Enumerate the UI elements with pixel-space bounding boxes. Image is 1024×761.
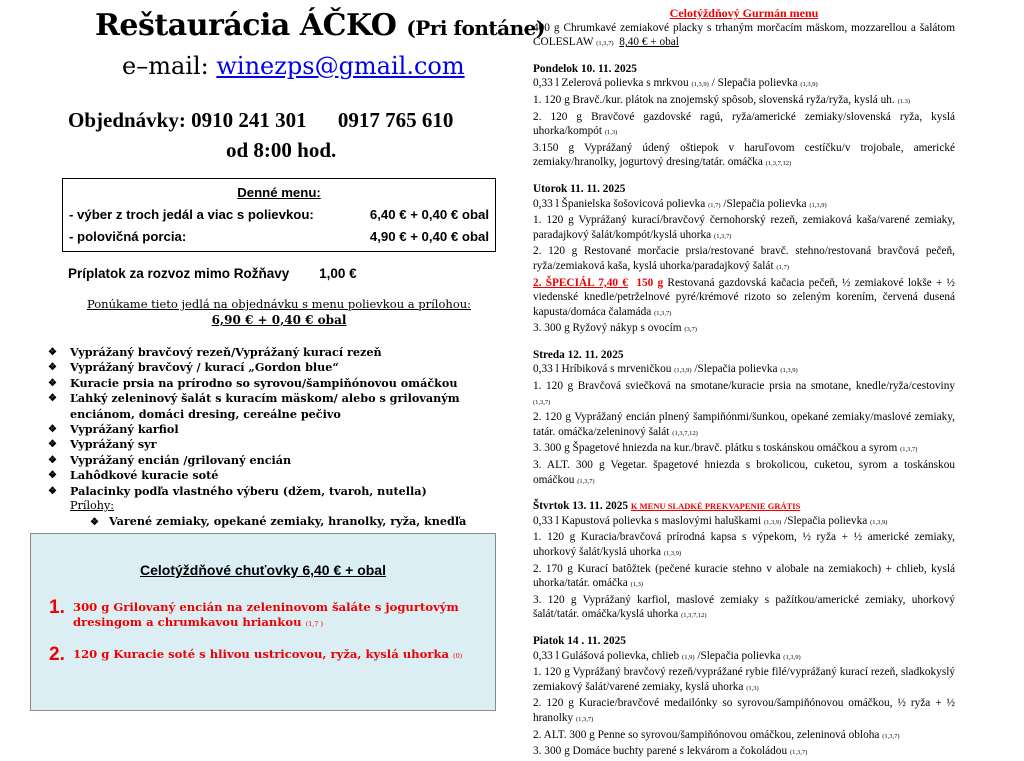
meal-item: 1. 120 g Vyprážaný kurací/bravčový černohorský rezeň, zemiaková kaša/varené zemiaky, paradajkový šalát/kompót/kyslá uhorka (1,3,7): [533, 214, 955, 241]
meal-item: 2. 170 g Kurací batôžtek (pečené kuracie stehno v alobale na zemiakoch) + chlieb, kyslá uhorka/tatár. omáčka (1,3): [533, 562, 955, 590]
list-item: ❖ Vyprážaný karfiol: [48, 422, 179, 437]
soup-monday: 0,33 l Zelerová polievka s mrkvou (1,3,9) / Slepačia polievka (1,3,9): [533, 77, 818, 90]
daily-menu-row: [69, 229, 489, 244]
meal-item: 2. ALT. 300 g Penne so syrovou/šampiňónovou omáčkou, zeleninová obloha (1,3,7): [533, 728, 900, 741]
email-line: [122, 52, 465, 80]
daily-menu-row: [69, 207, 489, 222]
meal-item: 3. ALT. 300 g Vegetar. špagetové hniezda s brokolicou, cuketou, syrom a toskánskou omáčkou (1,3,7): [533, 459, 955, 486]
order-offer: [62, 297, 496, 327]
email-link[interactable]: winezps@gmail.com: [216, 52, 465, 80]
orders-label: Objednávky:: [68, 108, 186, 132]
soup-thursday: 0,33 l Kapustová polievka s maslovými haluškami (1,3,9) /Slepačia polievka (1,3,9): [533, 514, 888, 527]
soup-friday: 0,33 l Gulášová polievka, chlieb (1,9) /Slepačia polievka (1,3,9): [533, 649, 801, 662]
diamond-bullet-icon: ❖: [48, 377, 57, 389]
gourmet-heading: Celotýždňový Gurmán menu: [669, 6, 819, 20]
diamond-bullet-icon: ❖: [48, 393, 57, 405]
list-item: ❖ Vyprážaný bravčový rezeň/Vyprážaný kurací rezeň: [48, 345, 382, 359]
day-title-tuesday: Utorok 11. 11. 2025: [533, 182, 626, 195]
list-item: ❖ Ľahký zeleninový šalát s kuracím mäskom/ alebo s grilovaným enciánom, domáci dresing, cereálne pečivo: [48, 391, 460, 421]
weekly-snacks-box: [30, 533, 496, 711]
soup-tuesday: 0,33 l Španielska šošovicová polievka (1,7) /Slepačia polievka (1,3,9): [533, 197, 827, 210]
daily-menu-row-price: 6,40 € + 0,40 € obal: [369, 207, 489, 222]
diamond-bullet-icon: ❖: [48, 439, 57, 451]
day-title-wednesday: Streda 12. 11. 2025: [533, 348, 624, 361]
snack-item: [49, 644, 479, 665]
meal-item: 2. 120 g Vyprážaný encián plnený šampiňónmi/šunkou, opekané zemiaky/maslové zemiaky, tatár. omáčka/zeleninový šalát (1,3,7,12): [533, 411, 955, 438]
sides-list: [90, 514, 466, 528]
diamond-bullet-icon: ❖: [48, 454, 57, 466]
meal-item: 3. 120 g Vyprážaný karfiol, maslové zemiaky s pažítkou/americké zemiaky, uhorkový šalát/tatár. omáčka/kyslá uhorka (1,3,7,12): [533, 593, 955, 621]
diamond-bullet-icon: ❖: [48, 347, 57, 358]
meal-item: 3. 300 g Špagetové hniezda na kur./bravč. plátku s toskánskou omáčkou a syrom (1,3,7): [533, 442, 918, 455]
special-meal: 2. ŠPECIÁL 7,40 € 150 g Restovaná gazdovská kačacia pečeň, ½ zemiakové lokše + ½ viedenské knedle/petrželnové pyré/krémové rizoto so zeleným korením, červená dusená kapusta/domáca čalamáda (1,3,7): [533, 276, 956, 318]
list-item: ❖ Lahôdkové kuracie soté: [48, 468, 219, 483]
daily-menu-row-label: - výber z troch jedál a viac s polievkou:: [69, 207, 314, 222]
special-weight: 150 g: [636, 276, 664, 289]
sides-label: Prílohy:: [70, 499, 115, 512]
meal-item: 2. 120 g Bravčové gazdovské ragú, ryža/americké zemiaky/slovenská ryža, kyslá uhorka/kompót (1,3): [533, 110, 955, 138]
email-label: e–mail:: [122, 52, 209, 80]
snack-text: 300 g Grilovaný encián na zeleninovom šaláte s jogurtovým dresingom a chrumkavou hriankou: [73, 600, 459, 629]
diamond-bullet-icon: ❖: [48, 424, 57, 436]
meal-item: 2. 120 g Kuracie/bravčové medailónky so syrovou/šampiňónovou omáčkou, ½ ryža + ½ hranolky (1,3,7): [533, 697, 955, 724]
snack-text: 120 g Kuracie soté s hlivou ustricovou, ryža, kyslá uhorka: [73, 647, 449, 661]
meal-item: 1. 120 g Kuracia/bravčová prírodná kapsa s výpekom, ½ ryža + ½ americké zemiaky, uhorkový šalát/kyslá uhorka (1,3,9): [533, 531, 955, 558]
daily-menu-row-price: 4,90 € + 0,40 € obal: [369, 229, 489, 244]
meal-item: 2. 120 g Restované morčacie prsia/restované bravč. stehno/restovaná bravčová pečeň, ryža/zemiaková kaša, kyslá uhorka/paradajkový šalát (1,7): [533, 245, 955, 272]
snack-item: [49, 597, 479, 632]
day-title-friday: Piatok 14 . 11. 2025: [533, 634, 626, 647]
list-item: ❖ Kuracie prsia na prírodno so syrovou/šampiňónovou omáčkou: [48, 375, 458, 390]
list-item: ❖ Vyprážaný encián /grilovaný encián: [48, 452, 292, 467]
weekly-snacks-heading: Celotýždňové chuťovky 6,40 € + obal: [140, 562, 386, 578]
snack-allergens: (1,7 ): [305, 620, 324, 628]
phone-2: 0917 765 610: [337, 108, 454, 132]
gourmet-price: 8,40 € + obal: [619, 36, 679, 49]
surcharge-value: 1,00 €: [319, 266, 357, 281]
list-item: ❖ Vyprážaný syr: [48, 437, 157, 452]
opening-hours: od 8:00 hod.: [226, 138, 337, 162]
daily-menu-row-label: - polovičná porcia:: [69, 229, 187, 244]
diamond-bullet-icon: ❖: [48, 362, 57, 374]
list-item: ❖ Vyprážaný bravčový / kurací „Gordon blue“: [48, 360, 339, 375]
diamond-bullet-icon: ❖: [48, 485, 57, 497]
restaurant-subtitle: (Pri fontáne): [406, 16, 545, 40]
meal-item: 1. 120 g Vyprážaný bravčový rezeň/vyprážané rybie filé/vyprážaný kurací rezeň, sladkokyslý zemiakový šalát/varené zemiaky, kyslá uhorka (1,3): [533, 666, 955, 693]
meal-item: 1. 120 g Bravčová sviečková na smotane/kuracie prsia na smotane, knedle/ryža/cestoviny (1,3,7): [533, 380, 955, 406]
sides-items: Varené zemiaky, opekané zemiaky, hranolky, ryža, knedľa: [108, 514, 467, 528]
daily-menu-box: [62, 178, 496, 252]
snack-number: 1.: [49, 597, 65, 618]
gourmet-text: 400 g Chrumkavé zemiakové placky s trhaným morčacím mäskom, mozzarellou a šalátom COLESLAW (1,3,7) 8,40 € + obal: [533, 21, 955, 49]
soup-wednesday: 0,33 l Hríbiková s mrveničkou (1,3,9) /Slepačia polievka (1,3,9): [533, 363, 798, 376]
dish-list: [48, 345, 496, 499]
snack-number: 2.: [49, 644, 65, 665]
meal-item: 1. 120 g Bravč./kur. plátok na znojemský spôsob, slovenská ryža/ryža, kyslá uh. (1.3): [533, 93, 911, 106]
diamond-bullet-icon: ❖: [48, 470, 57, 482]
meal-item: 3.150 g Vyprážaný údený oštiepok v haruľovom cestíčku/v trojobale, americké zemiaky/hranolky, jogurtový dresing/tatár. omáčka (1,3,7,12): [533, 141, 955, 169]
delivery-surcharge: [68, 266, 357, 281]
thursday-note: K MENU SLADKÉ PREKVAPENIE GRÁTIS: [630, 501, 801, 512]
meal-item: 3. 300 g Ryžový nákyp s ovocím (3,7): [533, 322, 697, 335]
surcharge-label: Príplatok za rozvoz mimo Rožňavy: [68, 266, 290, 281]
orders-line: [68, 108, 453, 133]
phone-1: 0910 241 301: [191, 108, 307, 132]
list-item: ❖ Palacinky podľa vlastného výberu (džem, tvaroh, nutella): [48, 483, 427, 498]
weekly-menu: [533, 6, 955, 761]
day-title-monday: Pondelok 10. 11. 2025: [533, 62, 637, 75]
restaurant-title: [95, 8, 545, 43]
meal-item: 3. 300 g Domáce buchty parené s lekvárom a čokoládou (1,3,7): [533, 745, 808, 758]
day-title-thursday: Štvrtok 13. 11. 2025 K MENU SLADKÉ PREKVAPENIE GRÁTIS: [533, 500, 801, 513]
diamond-bullet-icon: ❖: [90, 517, 99, 528]
restaurant-name: Reštaurácia ÁČKO: [95, 8, 397, 43]
daily-menu-heading: Denné menu:: [237, 185, 321, 200]
offer-price: 6,90 € + 0,40 € obal: [211, 313, 347, 327]
snack-allergens: (0): [453, 652, 463, 660]
offer-text: Ponúkame tieto jedlá na objednávku s menu polievkou a prílohou:: [86, 297, 472, 311]
special-label: 2. ŠPECIÁL 7,40 €: [533, 276, 628, 289]
